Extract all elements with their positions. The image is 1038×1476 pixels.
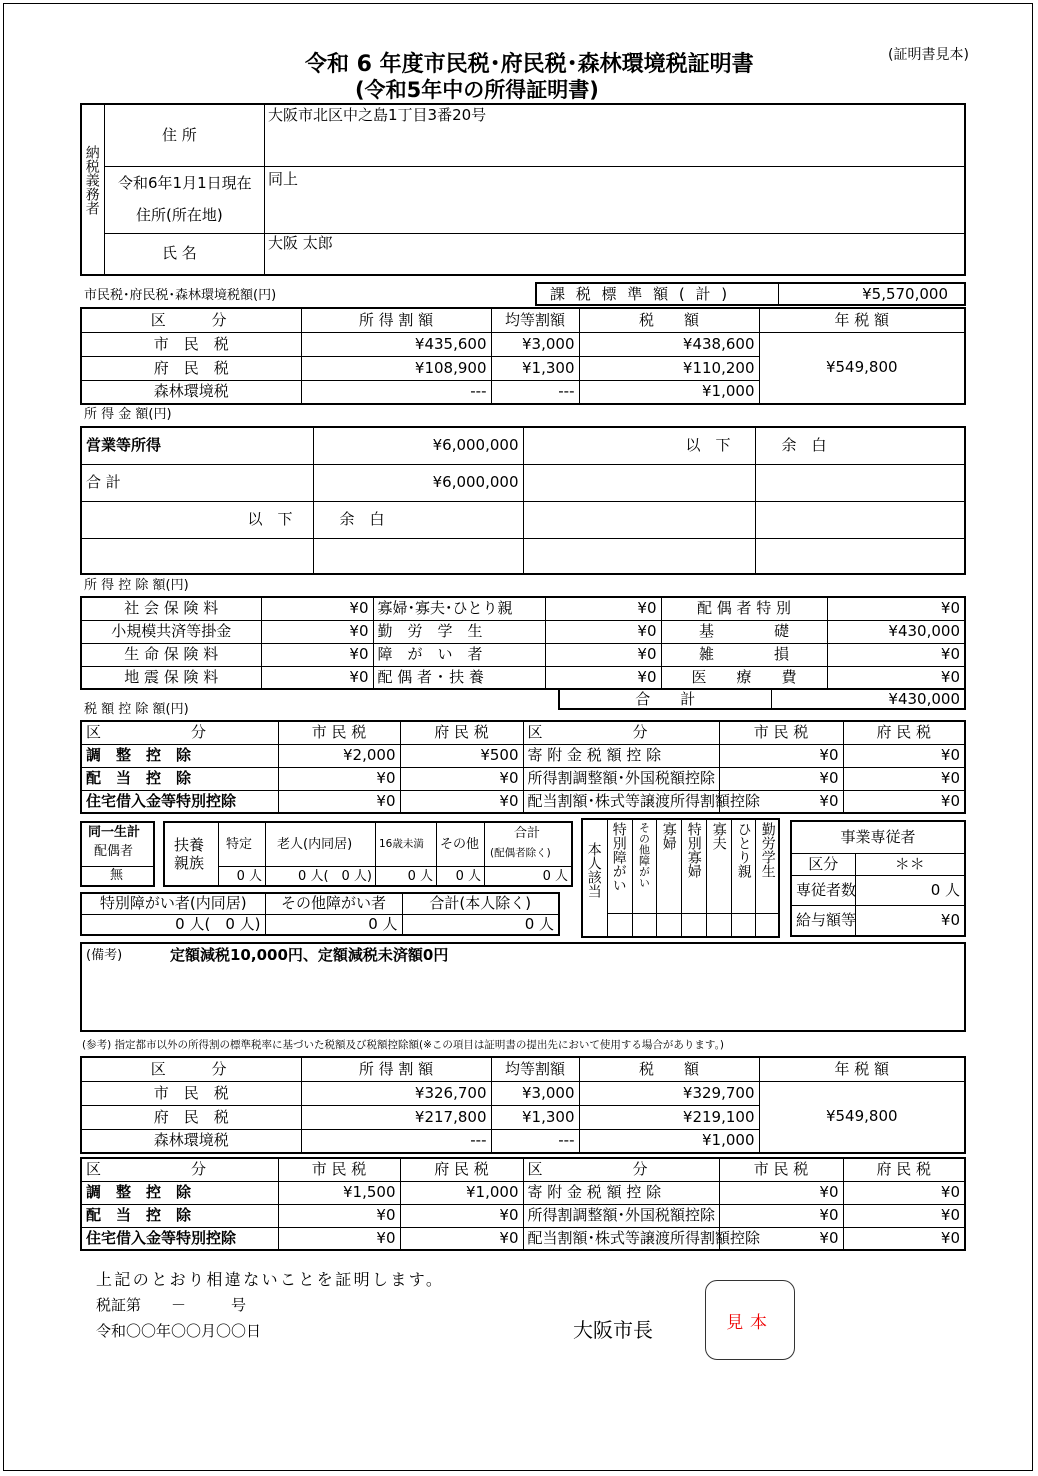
remarks-label: (備考) <box>86 948 123 963</box>
issue-date: 令和〇〇年〇〇月〇〇日 <box>96 1322 262 1340</box>
th-tax: 税 額 <box>579 308 759 332</box>
remarks-text: 定額減税10,000円、定額減税未済額0円 <box>170 946 449 964</box>
address-label: 住 所 <box>162 126 197 144</box>
table-row: 市 民 税 ¥326,700 ¥3,000 ¥329,700 ¥549,800 <box>81 1081 965 1105</box>
tax-credit-section-label: 税 額 控 除 額(円) <box>84 702 189 717</box>
deduction-total-table <box>558 688 966 710</box>
business-income-label: 営業等所得 <box>81 427 313 464</box>
income-table <box>80 426 966 575</box>
blank-marker-3: 以 下 <box>81 501 313 538</box>
table-row: 住宅借入金等特別控除 ¥0 ¥0 配当割額･株式等譲渡所得割額控除 ¥0 ¥0 <box>81 1227 965 1250</box>
table-row: 小規模共済等掛金 ¥0 勤 労 学 生 ¥0 基 礎 ¥430,000 <box>81 620 965 643</box>
table-row: 地 震 保 険 料 ¥0 配 偶 者 ･ 扶 養 ¥0 医 療 費 ¥0 <box>81 666 965 689</box>
employee-table: 事業専従者 区分 ＊＊ 専従者数 0 人 給与額等 ¥0 <box>790 820 966 937</box>
income-section-label: 所 得 金 額(円) <box>84 407 172 422</box>
certify-statement: 上記のとおり相違ないことを証明します。 <box>96 1270 445 1289</box>
document-title: 令和 6 年度市民税･府民税･森林環境税証明書 <box>305 52 754 77</box>
tax-credit-table: 区 分 市 民 税 府 民 税 区 分 市 民 税 府 民 税 調 整 控 除 ¥2,000 ¥500 寄 附 金 税 額 控 除 ¥0 ¥0 配 当 控 除 ¥0 ¥0 所得割調整額･外国税額控除 ¥0 ¥0 住宅借入金等特別控除 ¥0 ¥0 配当割額･株式等譲渡所得割額控除 ¥0 ¥0 <box>80 720 966 814</box>
table-row: 府 民 税 ¥108,900 ¥1,300 ¥110,200 <box>81 356 965 380</box>
income-total-label: 合 計 <box>81 464 313 501</box>
sample-tag: (証明書見本) <box>888 47 969 63</box>
tax-standard-value: ¥5,570,000 <box>862 285 948 303</box>
reference-note: (参考) 指定都市以外の所得割の標準税率に基づいた税額及び税額控除額(※この項目は証明書の提出先において使用する場合があります。) <box>82 1039 724 1051</box>
table-row: 調 整 控 除 ¥1,500 ¥1,000 寄 附 金 税 額 控 除 ¥0 ¥0 <box>81 1181 965 1204</box>
prev-address-value: 同上 <box>268 170 299 188</box>
table-row: 配 当 控 除 ¥0 ¥0 所得割調整額･外国税額控除 ¥0 ¥0 <box>81 767 965 790</box>
income-total-value: ¥6,000,000 <box>313 464 523 501</box>
table-row: 市 民 税 ¥435,600 ¥3,000 ¥438,600 ¥549,800 <box>81 332 965 356</box>
th-annual-tax: 年 税 額 <box>759 308 965 332</box>
table-row: 森林環境税 --- --- ¥1,000 <box>81 1129 965 1153</box>
prev-address-label-2: 住所(所在地) <box>136 206 223 224</box>
name-label: 氏 名 <box>162 244 197 262</box>
document-subtitle: (令和5年中の所得証明書) <box>355 78 599 102</box>
table-row: 調 整 控 除 ¥2,000 ¥500 寄 附 金 税 額 控 除 ¥0 ¥0 <box>81 744 965 767</box>
blank-marker-4: 余 白 <box>313 501 523 538</box>
table-row: 配 当 控 除 ¥0 ¥0 所得割調整額･外国税額控除 ¥0 ¥0 <box>81 1204 965 1227</box>
address-value: 大阪市北区中之島1丁目3番20号 <box>268 106 487 124</box>
th-income-levy: 所 得 割 額 <box>301 308 491 332</box>
table-row: 森林環境税 --- --- ¥1,000 <box>81 380 965 404</box>
business-income-value: ¥6,000,000 <box>313 427 523 464</box>
table-row: 住宅借入金等特別控除 ¥0 ¥0 配当割額･株式等譲渡所得割額控除 ¥0 ¥0 <box>81 790 965 813</box>
deduction-total-label: 合 計 <box>559 689 771 709</box>
sample-stamp: 見本 <box>705 1280 795 1360</box>
reference-tax-table: 区 分 所 得 割 額 均等割額 税 額 年 税 額 市 民 税 ¥326,700 ¥3,000 ¥329,700 ¥549,800 府 民 税 ¥217,800 ¥1,300 ¥219,100 森林環境税 --- --- ¥1,000 <box>80 1056 966 1154</box>
employee-title: 事業専従者 <box>791 821 965 853</box>
annual-tax-value: ¥549,800 <box>759 332 965 404</box>
reference-annual-value: ¥549,800 <box>759 1081 965 1153</box>
reference-credit-table: 区 分 市 民 税 府 民 税 区 分 市 民 税 府 民 税 調 整 控 除 ¥1,500 ¥1,000 寄 附 金 税 額 控 除 ¥0 ¥0 配 当 控 除 ¥0 ¥0 所得割調整額･外国税額控除 ¥0 ¥0 住宅借入金等特別控除 ¥0 ¥0 配当割額･株式等譲渡所得割額控除 ¥0 ¥0 <box>80 1157 966 1251</box>
blank-marker-1: 以 下 <box>523 427 755 464</box>
tax-amount-section-label: 市民税･府民税･森林環境税額(円) <box>84 288 277 303</box>
disabled-table: 特別障がい者(内同居) その他障がい者 合計(本人除く) 0 人( 0 人) 0 人 0 人 <box>80 892 560 936</box>
deduction-section-label: 所 得 控 除 額(円) <box>84 578 189 593</box>
th-category: 区 分 <box>81 308 301 332</box>
th-credit-category: 区 分 <box>81 721 278 744</box>
name-value: 大阪 太郎 <box>268 234 333 252</box>
table-row: 生 命 保 険 料 ¥0 障 が い 者 ¥0 雑 損 ¥0 <box>81 643 965 666</box>
blank-marker-2: 余 白 <box>755 427 965 464</box>
spouse-label-1: 同一生計 <box>88 825 141 840</box>
taxpayer-side-label: 納税義務者 <box>83 145 100 215</box>
issuer: 大阪市長 <box>573 1318 653 1342</box>
prev-address-label-1: 令和6年1月1日現在 <box>118 174 252 192</box>
tax-amount-table <box>80 307 966 405</box>
dependents-label: 扶養親族 <box>174 836 205 872</box>
deduction-table <box>80 596 966 690</box>
spouse-value: 無 <box>110 868 124 883</box>
th-equal-levy: 均等割額 <box>491 308 579 332</box>
tax-standard-label: 課 税 標 準 額 ( 計 ) <box>550 285 731 303</box>
spouse-label-2: 配偶者 <box>94 844 134 859</box>
certificate-number: 税証第 － 号 <box>96 1296 247 1314</box>
table-row: 府 民 税 ¥217,800 ¥1,300 ¥219,100 <box>81 1105 965 1129</box>
table-row: 社 会 保 険 料 ¥0 寡婦･寡夫･ひとり親 ¥0 配 偶 者 特 別 ¥0 <box>81 597 965 620</box>
deduction-total-value: ¥430,000 <box>771 689 965 709</box>
